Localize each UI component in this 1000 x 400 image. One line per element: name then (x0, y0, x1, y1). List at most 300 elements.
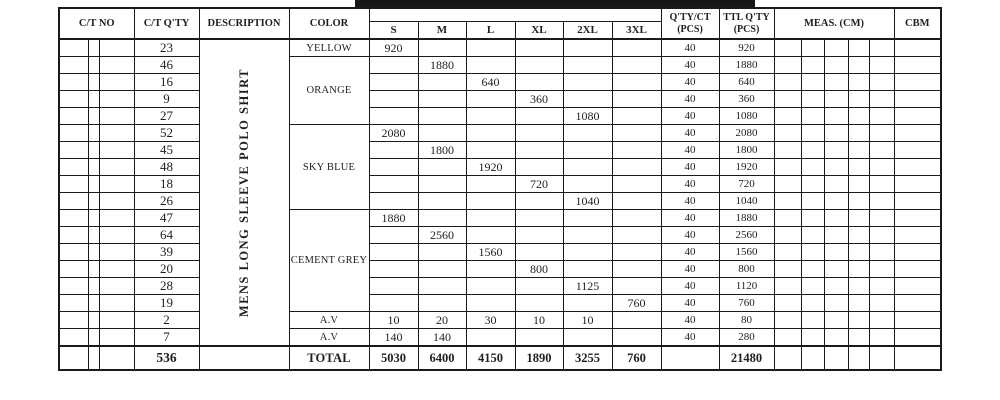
ct-no-cell (88, 125, 99, 142)
total-qty-cell: 920 (719, 39, 774, 57)
ct-no-cell (59, 210, 88, 227)
meas-cell (848, 346, 869, 370)
ct-qty-cell: 23 (134, 39, 199, 57)
size-qty-cell (418, 74, 466, 91)
meas-cell (801, 193, 824, 210)
ct-no-cell (59, 125, 88, 142)
ct-no-cell (59, 74, 88, 91)
ct-no-cell (88, 278, 99, 295)
table-row (59, 329, 941, 347)
qty-per-carton-cell: 40 (661, 244, 719, 261)
size-qty-cell: 1040 (563, 193, 612, 210)
size-qty-cell (466, 295, 515, 312)
meas-cell (869, 74, 894, 91)
meas-cell (801, 312, 824, 329)
color-cell: SKY BLUE (289, 125, 369, 210)
size-qty-cell (563, 210, 612, 227)
header-qty-per-carton-line2: (PCS) (677, 23, 703, 35)
meas-cell (848, 108, 869, 125)
size-qty-cell (418, 295, 466, 312)
meas-cell (774, 176, 801, 193)
meas-cell (774, 91, 801, 108)
meas-cell (824, 108, 848, 125)
size-qty-cell (369, 176, 418, 193)
table-row (59, 176, 941, 193)
meas-cell (801, 176, 824, 193)
size-qty-cell (515, 295, 563, 312)
meas-cell (774, 159, 801, 176)
size-qty-cell (369, 74, 418, 91)
table-row (59, 210, 941, 227)
ct-no-cell (88, 91, 99, 108)
size-qty-cell (466, 91, 515, 108)
header-size-m: M (418, 22, 466, 40)
ct-no-cell (59, 176, 88, 193)
size-qty-cell: 1125 (563, 278, 612, 295)
size-qty-cell (418, 159, 466, 176)
meas-cell (869, 346, 894, 370)
size-qty-cell (563, 244, 612, 261)
meas-cell (801, 39, 824, 57)
cbm-cell (894, 278, 941, 295)
meas-cell (848, 91, 869, 108)
qty-per-carton-cell: 40 (661, 312, 719, 329)
total-size-qty-cell: 6400 (418, 346, 466, 370)
size-qty-cell: 760 (612, 295, 661, 312)
ct-no-cell (88, 244, 99, 261)
qty-per-carton-cell: 40 (661, 57, 719, 74)
cbm-cell (894, 74, 941, 91)
table-row (59, 312, 941, 329)
size-qty-cell (612, 278, 661, 295)
meas-cell (824, 227, 848, 244)
ct-no-cell (99, 142, 134, 159)
qty-per-carton-cell: 40 (661, 159, 719, 176)
size-qty-cell (612, 329, 661, 347)
size-qty-cell: 30 (466, 312, 515, 329)
size-qty-cell (369, 278, 418, 295)
meas-cell (774, 244, 801, 261)
size-qty-cell (466, 261, 515, 278)
size-qty-cell (466, 125, 515, 142)
meas-cell (869, 312, 894, 329)
ct-no-cell (99, 210, 134, 227)
header-total-qty-line1: TTL Q'TY (723, 11, 770, 23)
cbm-cell (894, 57, 941, 74)
size-qty-cell (369, 244, 418, 261)
table-header (59, 8, 941, 39)
total-size-qty-cell: 1890 (515, 346, 563, 370)
size-qty-cell (369, 295, 418, 312)
size-qty-cell: 10 (563, 312, 612, 329)
cbm-cell (894, 176, 941, 193)
size-qty-cell (563, 57, 612, 74)
ct-no-cell (99, 261, 134, 278)
meas-cell (774, 142, 801, 159)
total-qty-cell: 760 (719, 295, 774, 312)
size-qty-cell (369, 193, 418, 210)
meas-cell (848, 193, 869, 210)
meas-cell (824, 39, 848, 57)
size-qty-cell: 360 (515, 91, 563, 108)
size-qty-cell (418, 244, 466, 261)
size-qty-cell (563, 176, 612, 193)
color-cell: ORANGE (289, 57, 369, 125)
table-row (59, 295, 941, 312)
meas-cell (824, 176, 848, 193)
cbm-cell (894, 227, 941, 244)
total-qty-cell: 1800 (719, 142, 774, 159)
meas-cell (774, 74, 801, 91)
ct-qty-cell: 16 (134, 74, 199, 91)
size-qty-cell: 2560 (418, 227, 466, 244)
ct-no-cell (88, 312, 99, 329)
total-label-cell: TOTAL (289, 346, 369, 370)
ct-no-cell (99, 312, 134, 329)
ct-no-cell (88, 346, 99, 370)
size-qty-cell (418, 210, 466, 227)
packing-list-table (58, 7, 942, 371)
header-qty-per-carton-line1: Q'TY/CT (669, 11, 711, 23)
ct-no-cell (99, 278, 134, 295)
qty-per-carton-cell: 40 (661, 108, 719, 125)
header-qty-per-carton (661, 8, 719, 39)
ct-no-cell (59, 108, 88, 125)
ct-no-cell (59, 142, 88, 159)
meas-cell (869, 227, 894, 244)
meas-cell (824, 278, 848, 295)
size-qty-cell (369, 159, 418, 176)
meas-cell (824, 312, 848, 329)
table-row (59, 74, 941, 91)
cbm-cell (894, 193, 941, 210)
size-qty-cell: 1880 (418, 57, 466, 74)
meas-cell (848, 227, 869, 244)
total-qty-cell: 1920 (719, 159, 774, 176)
ct-qty-cell: 28 (134, 278, 199, 295)
meas-cell (848, 57, 869, 74)
size-qty-cell (418, 278, 466, 295)
size-qty-cell: 10 (515, 312, 563, 329)
size-qty-cell (563, 261, 612, 278)
meas-cell (869, 210, 894, 227)
header-ct-qty: C/T Q'TY (134, 8, 199, 39)
header-size-group-blank (369, 8, 661, 22)
ct-no-cell (59, 91, 88, 108)
ct-no-cell (99, 108, 134, 125)
qty-per-carton-cell: 40 (661, 176, 719, 193)
ct-no-cell (88, 227, 99, 244)
header-total-qty-line2: (PCS) (733, 23, 760, 35)
size-qty-cell (612, 176, 661, 193)
meas-cell (869, 278, 894, 295)
size-qty-cell: 140 (418, 329, 466, 347)
qty-per-carton-cell: 40 (661, 142, 719, 159)
cbm-cell (894, 244, 941, 261)
ct-no-cell (59, 261, 88, 278)
meas-cell (801, 74, 824, 91)
size-qty-cell (418, 176, 466, 193)
meas-cell (774, 312, 801, 329)
header-size-3xl: 3XL (612, 22, 661, 40)
header-size-2xl: 2XL (563, 22, 612, 40)
meas-cell (848, 125, 869, 142)
header-size-s: S (369, 22, 418, 40)
color-cell: A.V (289, 329, 369, 347)
cbm-cell (894, 125, 941, 142)
size-qty-cell (466, 329, 515, 347)
ct-no-cell (99, 74, 134, 91)
meas-cell (774, 227, 801, 244)
meas-cell (848, 278, 869, 295)
meas-cell (801, 159, 824, 176)
total-qty-cell: 360 (719, 91, 774, 108)
table-row (59, 39, 941, 57)
size-qty-cell (466, 108, 515, 125)
meas-cell (774, 295, 801, 312)
meas-cell (824, 159, 848, 176)
meas-cell (848, 295, 869, 312)
total-size-qty-cell: 5030 (369, 346, 418, 370)
meas-cell (848, 312, 869, 329)
total-qty-cell: 640 (719, 74, 774, 91)
cbm-cell (894, 39, 941, 57)
description-cell (199, 39, 289, 346)
qty-per-carton-cell: 40 (661, 39, 719, 57)
table-row (59, 142, 941, 159)
header-size-xl: XL (515, 22, 563, 40)
ct-no-cell (99, 346, 134, 370)
table-row (59, 227, 941, 244)
meas-cell (801, 295, 824, 312)
size-qty-cell (563, 227, 612, 244)
size-qty-cell (515, 125, 563, 142)
size-qty-cell (515, 159, 563, 176)
size-qty-cell (369, 91, 418, 108)
meas-cell (801, 227, 824, 244)
ct-no-cell (88, 329, 99, 347)
size-qty-cell (418, 39, 466, 57)
ct-qty-cell: 52 (134, 125, 199, 142)
size-qty-cell (418, 108, 466, 125)
meas-cell (801, 244, 824, 261)
meas-cell (848, 176, 869, 193)
ct-qty-cell: 48 (134, 159, 199, 176)
total-size-qty-cell: 760 (612, 346, 661, 370)
ct-qty-cell: 45 (134, 142, 199, 159)
size-qty-cell (369, 261, 418, 278)
total-qty-cell: 1560 (719, 244, 774, 261)
ct-no-cell (88, 142, 99, 159)
ct-no-cell (59, 39, 88, 57)
size-qty-cell: 20 (418, 312, 466, 329)
meas-cell (801, 261, 824, 278)
header-color: COLOR (289, 8, 369, 39)
ct-no-cell (59, 312, 88, 329)
ct-no-cell (99, 125, 134, 142)
meas-cell (848, 159, 869, 176)
size-qty-cell (612, 39, 661, 57)
total-qty-cell: 80 (719, 312, 774, 329)
size-qty-cell: 1880 (369, 210, 418, 227)
table-body (59, 39, 941, 370)
grand-total-qty-cell: 21480 (719, 346, 774, 370)
total-qty-cell: 800 (719, 261, 774, 278)
meas-cell (869, 244, 894, 261)
table-row (59, 108, 941, 125)
meas-cell (848, 210, 869, 227)
ct-qty-cell: 39 (134, 244, 199, 261)
size-qty-cell (612, 159, 661, 176)
ct-no-cell (59, 329, 88, 347)
qty-per-carton-cell: 40 (661, 278, 719, 295)
ct-no-cell (88, 295, 99, 312)
qty-per-carton-cell: 40 (661, 295, 719, 312)
ct-no-cell (88, 193, 99, 210)
table-row (59, 125, 941, 142)
size-qty-cell (612, 193, 661, 210)
meas-cell (801, 125, 824, 142)
meas-cell (824, 346, 848, 370)
header-description: DESCRIPTION (199, 8, 289, 39)
cbm-cell (894, 295, 941, 312)
meas-cell (869, 125, 894, 142)
ct-no-cell (59, 193, 88, 210)
ct-no-cell (59, 244, 88, 261)
size-qty-cell (612, 74, 661, 91)
qty-per-carton-cell: 40 (661, 125, 719, 142)
meas-cell (869, 142, 894, 159)
meas-cell (848, 261, 869, 278)
size-qty-cell (466, 227, 515, 244)
ct-qty-cell: 46 (134, 57, 199, 74)
total-size-qty-cell: 4150 (466, 346, 515, 370)
table-row (59, 244, 941, 261)
size-qty-cell (515, 244, 563, 261)
size-qty-cell: 920 (369, 39, 418, 57)
table-total-row (59, 346, 941, 370)
meas-cell (801, 346, 824, 370)
meas-cell (869, 329, 894, 347)
ct-no-cell (59, 227, 88, 244)
size-qty-cell (418, 91, 466, 108)
meas-cell (774, 108, 801, 125)
total-qty-cell: 1080 (719, 108, 774, 125)
meas-cell (801, 108, 824, 125)
cbm-cell (894, 210, 941, 227)
ct-no-cell (88, 74, 99, 91)
ct-no-cell (88, 39, 99, 57)
meas-cell (869, 39, 894, 57)
header-size-l: L (466, 22, 515, 40)
cbm-cell (894, 108, 941, 125)
size-qty-cell (563, 125, 612, 142)
table-row (59, 261, 941, 278)
meas-cell (824, 210, 848, 227)
meas-cell (824, 74, 848, 91)
total-size-qty-cell: 3255 (563, 346, 612, 370)
description-vertical-text: MENS LONG SLEEVE POLO SHIRT (236, 67, 251, 318)
meas-cell (824, 91, 848, 108)
meas-cell (869, 193, 894, 210)
total-qty-cell: 1040 (719, 193, 774, 210)
size-qty-cell (563, 91, 612, 108)
meas-cell (801, 329, 824, 347)
meas-cell (824, 244, 848, 261)
size-qty-cell (466, 210, 515, 227)
meas-cell (801, 142, 824, 159)
table-row (59, 193, 941, 210)
size-qty-cell (612, 312, 661, 329)
total-ct-qty-cell: 536 (134, 346, 199, 370)
ct-no-cell (99, 244, 134, 261)
size-qty-cell (563, 39, 612, 57)
size-qty-cell: 640 (466, 74, 515, 91)
cbm-cell (894, 261, 941, 278)
meas-cell (869, 261, 894, 278)
size-qty-cell (612, 108, 661, 125)
cbm-cell (894, 142, 941, 159)
size-qty-cell: 140 (369, 329, 418, 347)
size-qty-cell (515, 278, 563, 295)
meas-cell (774, 329, 801, 347)
meas-cell (801, 210, 824, 227)
ct-qty-cell: 9 (134, 91, 199, 108)
cbm-cell (894, 91, 941, 108)
ct-no-cell (88, 57, 99, 74)
table-row (59, 278, 941, 295)
cbm-cell (894, 329, 941, 347)
qty-per-carton-cell: 40 (661, 193, 719, 210)
size-qty-cell (612, 244, 661, 261)
ct-no-cell (99, 91, 134, 108)
size-qty-cell: 1800 (418, 142, 466, 159)
total-qty-cell: 1880 (719, 210, 774, 227)
size-qty-cell (612, 227, 661, 244)
ct-no-cell (99, 159, 134, 176)
ct-no-cell (59, 346, 88, 370)
meas-cell (869, 176, 894, 193)
ct-no-cell (59, 295, 88, 312)
ct-no-cell (99, 329, 134, 347)
size-qty-cell (515, 193, 563, 210)
description-cell (199, 346, 289, 370)
color-cell: CEMENT GREY (289, 210, 369, 312)
size-qty-cell: 10 (369, 312, 418, 329)
size-qty-cell (515, 210, 563, 227)
size-qty-cell (563, 74, 612, 91)
meas-cell (774, 210, 801, 227)
meas-cell (824, 261, 848, 278)
total-qty-cell: 2080 (719, 125, 774, 142)
size-qty-cell: 2080 (369, 125, 418, 142)
size-qty-cell (612, 57, 661, 74)
size-qty-cell (369, 57, 418, 74)
meas-cell (774, 125, 801, 142)
header-total-qty (719, 8, 774, 39)
size-qty-cell (515, 142, 563, 159)
size-qty-cell (466, 142, 515, 159)
meas-cell (869, 159, 894, 176)
cbm-cell (894, 159, 941, 176)
color-cell: A.V (289, 312, 369, 329)
total-qty-cell: 2560 (719, 227, 774, 244)
qty-per-carton-cell: 40 (661, 227, 719, 244)
ct-no-cell (88, 261, 99, 278)
meas-cell (848, 142, 869, 159)
size-qty-cell (369, 108, 418, 125)
meas-cell (848, 74, 869, 91)
